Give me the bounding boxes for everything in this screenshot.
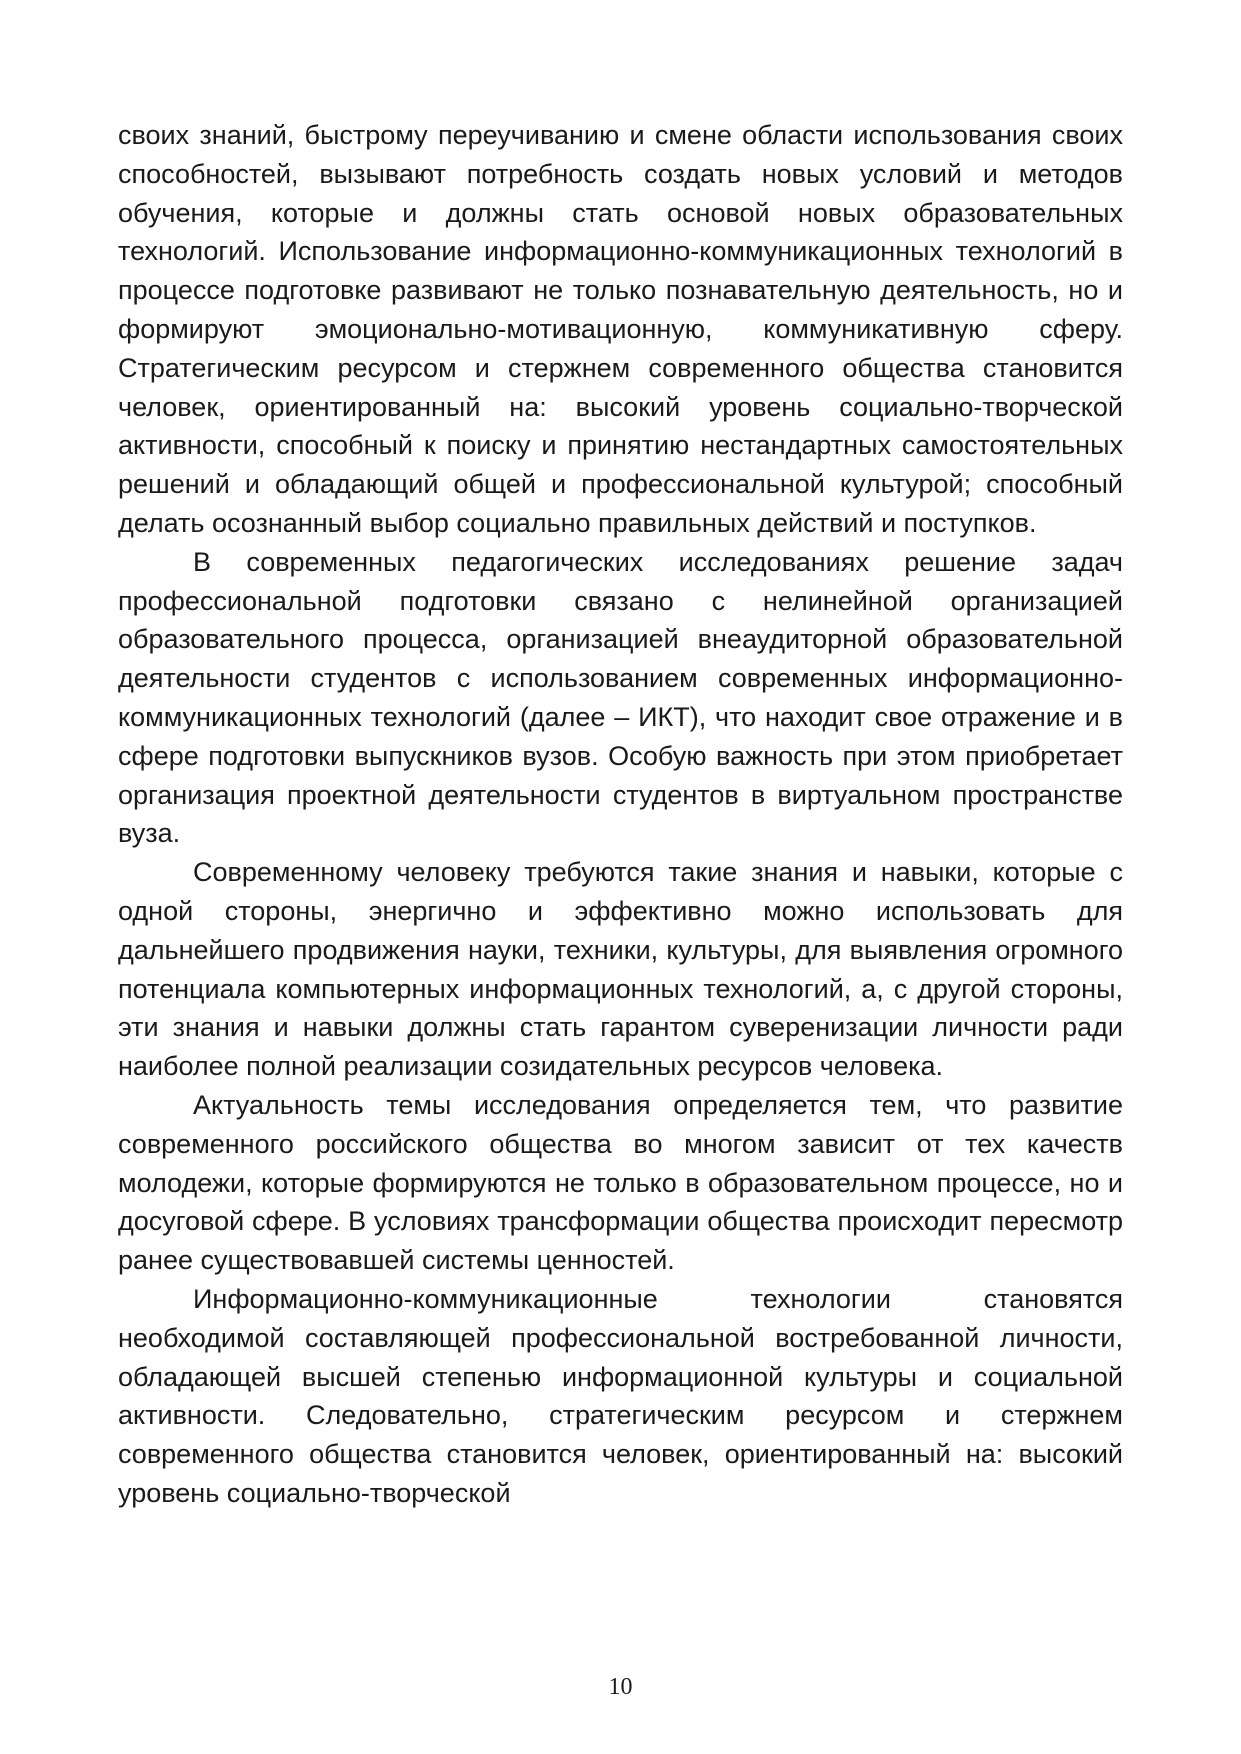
paragraph-4: Актуальность темы исследования определяется тем, что развитие современного российского общества во многом зависит от тех качеств молодежи, которые формируются не только в образовательном процессе, но и досуговой сфере. В условиях трансформации общества происходит пересмотр ранее существовавшей системы ценностей. [118, 1089, 1123, 1276]
paragraph-3: Современному человеку требуются такие знания и навыки, которые с одной стороны, энергично и эффективно можно использовать для дальнейшего продвижения науки, техники, культуры, для выявления огромного потенциала компьютерных информационных технологий, а, с другой стороны, эти знания и навыки должны стать гарантом суверенизации личности ради наиболее полной реализации созидательных ресурсов человека. [118, 857, 1123, 1082]
page-number: 10 [608, 1674, 633, 1700]
body-text [118, 116, 1123, 1513]
paragraph-2: В современных педагогических исследованиях решение задач профессиональной подготовки связано с нелинейной организацией образовательного процесса, организацией внеаудиторной образовательной деятельности студентов с использованием современных информационно-коммуникационных технологий (далее – ИКТ), что находит свое отражение и в сфере подготовки выпускников вузов. Особую важность при этом приобретает организация проектной деятельности студентов в виртуальном пространстве вуза. [118, 546, 1123, 849]
paragraph-1: своих знаний, быстрому переучиванию и смене области использования своих способностей, вызывают потребность создать новых условий и методов обучения, которые и должны стать основой новых образовательных технологий. Использование информационно-коммуникационных технологий в процессе подготовке развивают не только познавательную деятельность, но и формируют эмоционально-мотивационную, коммуникативную сферу. Стратегическим ресурсом и стержнем современного общества становится человек, ориентированный на: высокий уровень социально-творческой активности, способный к поиску и принятию нестандартных самостоятельных решений и обладающий общей и профессиональной культурой; способный делать осознанный выбор социально правильных действий и поступков. [118, 120, 1123, 538]
paragraph-5: Информационно-коммуникационные технологии становятся необходимой составляющей профессиональной востребованной личности, обладающей высшей степенью информационной культуры и социальной активности. Следовательно, стратегическим ресурсом и стержнем современного общества становится человек, ориентированный на: высокий уровень социально-творческой [118, 1283, 1123, 1508]
